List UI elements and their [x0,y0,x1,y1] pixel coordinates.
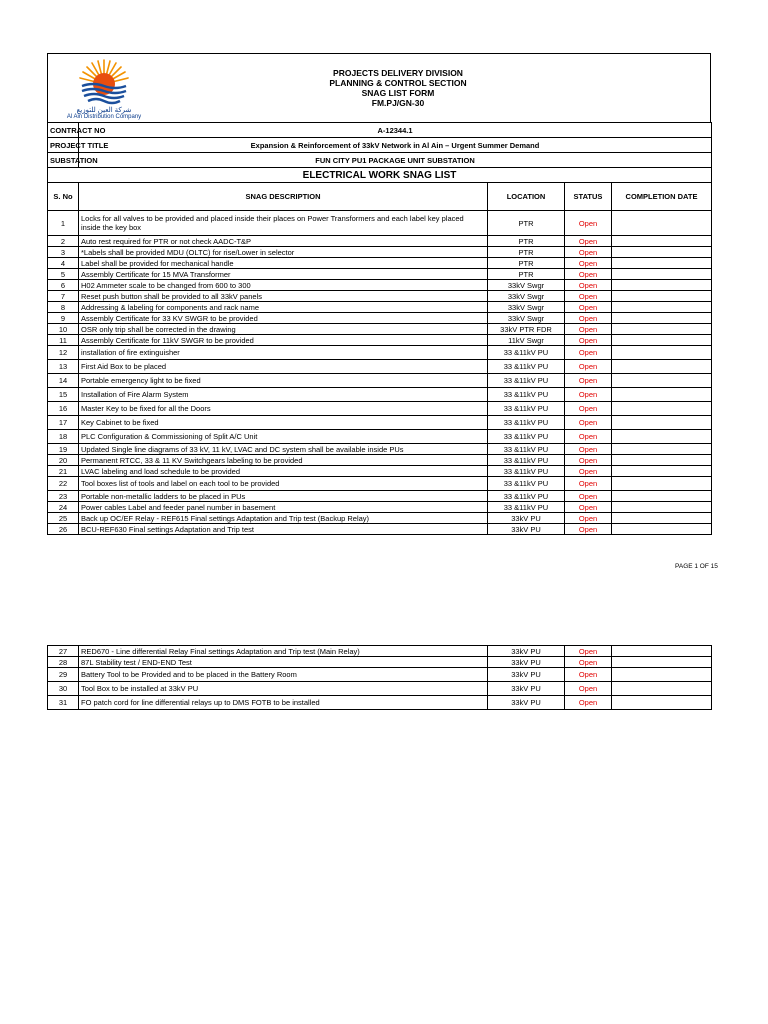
table-row [48,269,712,280]
row-number: 11 [48,335,79,346]
row-completion-date [612,269,712,280]
row-location: PTR [488,236,565,247]
row-description: Label shall be provided for mechanical handle [79,258,488,269]
form-header [47,53,711,122]
table-row [48,416,712,430]
row-completion-date [612,291,712,302]
row-location: 33kV PU [488,524,565,535]
row-completion-date [612,466,712,477]
project-row [48,138,712,153]
row-location: 33 &11kV PU [488,491,565,502]
row-number: 24 [48,502,79,513]
row-number: 27 [48,646,79,657]
column-header-row [48,183,712,211]
row-location: 33kV Swgr [488,302,565,313]
row-completion-date [612,502,712,513]
row-status: Open [565,657,612,668]
table-row [48,646,712,657]
row-completion-date [612,313,712,324]
row-number: 28 [48,657,79,668]
row-location: 33 &11kV PU [488,444,565,455]
table-row [48,455,712,466]
col-location: LOCATION [488,183,565,211]
row-number: 2 [48,236,79,247]
row-description: OSR only trip shall be corrected in the drawing [79,324,488,335]
table-row [48,280,712,291]
col-completion-date: COMPLETION DATE [612,183,712,211]
row-location: PTR [488,269,565,280]
table-row [48,236,712,247]
row-description: Tool Box to be installed at 33kV PU [79,682,488,696]
al-ain-distribution-logo-icon [68,58,140,106]
form-code: FM.PJ/GN-30 [371,98,425,108]
row-completion-date [612,657,712,668]
row-description: Tool boxes list of tools and label on each tool to be provided [79,477,488,491]
row-status: Open [565,291,612,302]
row-number: 12 [48,346,79,360]
section-title-row [48,168,712,183]
row-status: Open [565,258,612,269]
row-status: Open [565,491,612,502]
row-completion-date [612,524,712,535]
table-row [48,682,712,696]
table-row [48,466,712,477]
row-status: Open [565,682,612,696]
row-completion-date [612,388,712,402]
row-description: *Labels shall be provided MDU (OLTC) for rise/Lower in selector [79,247,488,258]
snag-sheet-page-1 [47,53,711,535]
substation-value: FUN CITY PU1 PACKAGE UNIT SUBSTATION [79,153,712,168]
row-status: Open [565,211,612,236]
table-row [48,346,712,360]
table-row [48,211,712,236]
row-number: 29 [48,668,79,682]
row-description: Updated Single line diagrams of 33 kV, 11 kV, LVAC and DC system shall be available inside PUs [79,444,488,455]
row-number: 26 [48,524,79,535]
row-status: Open [565,388,612,402]
row-status: Open [565,416,612,430]
row-status: Open [565,696,612,710]
row-description: 87L Stability test / END-END Test [79,657,488,668]
table-row [48,258,712,269]
row-location: PTR [488,247,565,258]
row-description: installation of fire extinguisher [79,346,488,360]
row-completion-date [612,360,712,374]
row-completion-date [612,416,712,430]
company-logo [54,58,154,120]
row-number: 4 [48,258,79,269]
row-number: 20 [48,455,79,466]
table-row [48,430,712,444]
row-status: Open [565,269,612,280]
row-location: 33 &11kV PU [488,455,565,466]
row-number: 5 [48,269,79,280]
row-location: 33kV PTR FDR [488,324,565,335]
row-description: Back up OC/EF Relay - REF615 Final settings Adaptation and Trip test (Backup Relay) [79,513,488,524]
row-location: 33kV Swgr [488,280,565,291]
row-description: Installation of Fire Alarm System [79,388,488,402]
row-number: 10 [48,324,79,335]
row-location: 33 &11kV PU [488,430,565,444]
table-row [48,444,712,455]
table-row [48,324,712,335]
row-status: Open [565,513,612,524]
contract-row [48,123,712,138]
table-row [48,360,712,374]
row-location: 33kV Swgr [488,313,565,324]
row-completion-date [612,258,712,269]
row-location: 33kV PU [488,646,565,657]
row-description: Permanent RTCC, 33 & 11 KV Switchgears labeling to be provided [79,455,488,466]
row-number: 30 [48,682,79,696]
row-location: 33kV Swgr [488,291,565,302]
row-description: Portable non-metallic ladders to be placed in PUs [79,491,488,502]
row-description: Assembly Certificate for 11kV SWGR to be provided [79,335,488,346]
row-number: 22 [48,477,79,491]
row-description: Power cables Label and feeder panel number in basement [79,502,488,513]
row-status: Open [565,466,612,477]
project-value: Expansion & Reinforcement of 33kV Network in Al Ain – Urgent Summer Demand [79,138,712,153]
substation-row [48,153,712,168]
row-description: H02 Ammeter scale to be changed from 600 to 300 [79,280,488,291]
project-label: PROJECT TITLE [48,138,79,153]
section-name: PLANNING & CONTROL SECTION [329,78,467,88]
division-name: PROJECTS DELIVERY DIVISION [333,68,463,78]
row-completion-date [612,491,712,502]
table-row [48,335,712,346]
row-description: RED670 - Line differential Relay Final settings Adaptation and Trip test (Main Relay) [79,646,488,657]
row-completion-date [612,444,712,455]
row-description: Key Cabinet to be fixed [79,416,488,430]
row-location: 33 &11kV PU [488,346,565,360]
row-status: Open [565,524,612,535]
table-row [48,502,712,513]
table-row [48,657,712,668]
row-number: 31 [48,696,79,710]
form-title [248,68,548,108]
row-number: 13 [48,360,79,374]
section-title: ELECTRICAL WORK SNAG LIST [48,168,712,183]
col-sno: S. No [48,183,79,211]
row-description: Master Key to be fixed for all the Doors [79,402,488,416]
row-completion-date [612,335,712,346]
row-status: Open [565,313,612,324]
row-completion-date [612,280,712,291]
row-completion-date [612,477,712,491]
row-location: 33 &11kV PU [488,388,565,402]
logo-arabic-text: شركة العين للتوزيع [76,107,132,114]
row-number: 3 [48,247,79,258]
table-row [48,696,712,710]
row-status: Open [565,324,612,335]
row-completion-date [612,346,712,360]
row-status: Open [565,402,612,416]
row-description: First Aid Box to be placed [79,360,488,374]
contract-value: A-12344.1 [79,123,712,138]
row-number: 16 [48,402,79,416]
row-description: Reset push button shall be provided to all 33kV panels [79,291,488,302]
row-completion-date [612,374,712,388]
row-number: 14 [48,374,79,388]
row-description: Assembly Certificate for 33 KV SWGR to be provided [79,313,488,324]
row-status: Open [565,502,612,513]
col-description: SNAG DESCRIPTION [79,183,488,211]
row-status: Open [565,374,612,388]
row-location: PTR [488,211,565,236]
row-location: 33kV PU [488,682,565,696]
row-completion-date [612,696,712,710]
row-number: 19 [48,444,79,455]
row-location: 33kV PU [488,513,565,524]
row-status: Open [565,444,612,455]
row-completion-date [612,513,712,524]
row-location: 33 &11kV PU [488,416,565,430]
table-row [48,291,712,302]
form-name: SNAG LIST FORM [361,88,435,98]
row-location: PTR [488,258,565,269]
row-completion-date [612,302,712,313]
row-location: 11kV Swgr [488,335,565,346]
row-status: Open [565,280,612,291]
row-description: LVAC labeling and load schedule to be provided [79,466,488,477]
row-status: Open [565,455,612,466]
table-row [48,302,712,313]
snag-table [47,122,712,535]
row-location: 33 &11kV PU [488,477,565,491]
row-location: 33 &11kV PU [488,402,565,416]
row-description: Battery Tool to be Provided and to be placed in the Battery Room [79,668,488,682]
row-description: Auto rest required for PTR or not check AADC-T&P [79,236,488,247]
row-number: 9 [48,313,79,324]
snag-table-continued [47,645,712,710]
table-row [48,388,712,402]
row-completion-date [612,668,712,682]
row-completion-date [612,455,712,466]
table-row [48,402,712,416]
row-description: Assembly Certificate for 15 MVA Transformer [79,269,488,280]
row-completion-date [612,324,712,335]
table-row [48,491,712,502]
row-location: 33kV PU [488,657,565,668]
row-description: Portable emergency light to be fixed [79,374,488,388]
row-number: 8 [48,302,79,313]
row-status: Open [565,646,612,657]
row-number: 17 [48,416,79,430]
row-completion-date [612,236,712,247]
row-status: Open [565,360,612,374]
row-status: Open [565,477,612,491]
row-description: BCU-REF630 Final settings Adaptation and Trip test [79,524,488,535]
row-location: 33 &11kV PU [488,502,565,513]
row-number: 15 [48,388,79,402]
row-status: Open [565,236,612,247]
table-row [48,668,712,682]
row-number: 21 [48,466,79,477]
row-status: Open [565,335,612,346]
row-description: FO patch cord for line differential relays up to DMS FOTB to be installed [79,696,488,710]
row-location: 33kV PU [488,696,565,710]
table-row [48,477,712,491]
row-completion-date [612,247,712,258]
row-number: 6 [48,280,79,291]
row-completion-date [612,682,712,696]
row-number: 23 [48,491,79,502]
substation-label: SUBSTATION [48,153,79,168]
row-location: 33 &11kV PU [488,374,565,388]
row-status: Open [565,346,612,360]
table-row [48,313,712,324]
row-status: Open [565,247,612,258]
col-status: STATUS [565,183,612,211]
table-row [48,524,712,535]
row-completion-date [612,430,712,444]
logo-english-text: Al Ain Distribution Company [66,114,142,120]
row-status: Open [565,668,612,682]
row-completion-date [612,211,712,236]
row-number: 18 [48,430,79,444]
row-number: 25 [48,513,79,524]
row-number: 1 [48,211,79,236]
row-location: 33 &11kV PU [488,466,565,477]
row-location: 33 &11kV PU [488,360,565,374]
row-status: Open [565,430,612,444]
row-status: Open [565,302,612,313]
contract-label: CONTRACT NO [48,123,79,138]
row-description: Addressing & labeling for components and rack name [79,302,488,313]
row-description: Locks for all valves to be provided and placed inside their places on Power Transformers and each label key placed inside the key box [79,211,488,236]
snag-sheet-page-2 [47,645,711,710]
table-row [48,513,712,524]
row-number: 7 [48,291,79,302]
row-location: 33kV PU [488,668,565,682]
row-completion-date [612,402,712,416]
table-row [48,374,712,388]
table-row [48,247,712,258]
row-completion-date [612,646,712,657]
page-number: PAGE 1 OF 15 [675,563,718,570]
row-description: PLC Configuration & Commissioning of Split A/C Unit [79,430,488,444]
